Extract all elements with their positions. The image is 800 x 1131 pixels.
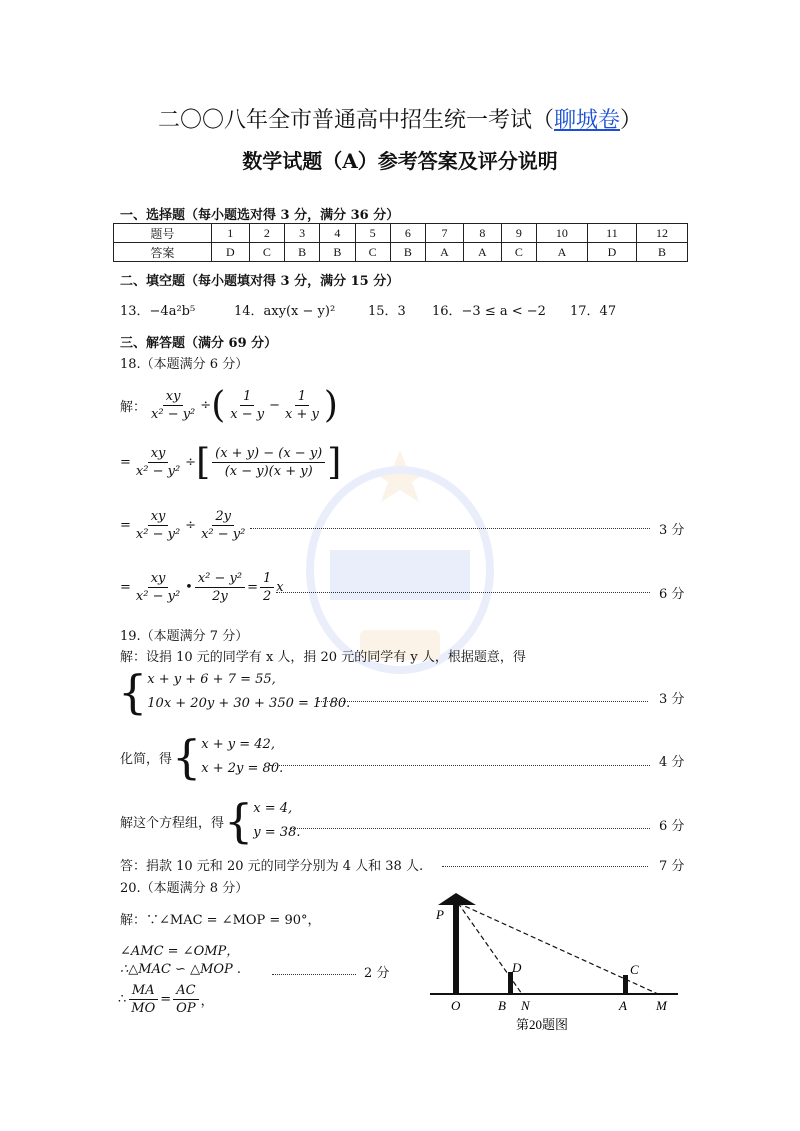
section-solve-heading: 三、解答题（满分 69 分） <box>120 336 278 351</box>
pole-ac <box>623 975 628 994</box>
label-P: P <box>436 907 444 922</box>
q20-line-1: 解：∵∠MAC = ∠MOP = 90°， <box>120 913 321 928</box>
answer-table <box>113 223 688 262</box>
label-D: D <box>512 960 522 975</box>
table-cell: 8 <box>463 224 501 243</box>
table-cell: 12 <box>637 224 688 243</box>
q20-ratio: ∴ $\frac{MA}{MO}$ = $\frac{AC}{OP}$ ， <box>118 983 214 1016</box>
section-choice-heading: 一、选择题（每小题选对得 3 分，满分 36 分） <box>120 208 400 223</box>
table-cell: A <box>463 243 501 262</box>
label-O: O <box>451 998 461 1013</box>
table-cell: 10 <box>537 224 588 243</box>
q20-line-3: ∴△MAC ∽ △MOP . <box>120 962 242 977</box>
page-title: 二〇〇八年全市普通高中招生统一考试（聊城卷） <box>157 108 643 133</box>
table-cell: 7 <box>426 224 464 243</box>
table-cell: D <box>211 243 249 262</box>
table-row <box>114 224 688 243</box>
q18-step-0: 解： $\frac{xy}{\text{x² − y²}}$ ÷ ( $\frac{1}{x - y}$ − $\frac{1}{x + y}$ ) <box>120 385 338 426</box>
label-A: A <box>619 998 627 1013</box>
q19-score-2: 4 分 <box>659 755 685 770</box>
table-cell: B <box>320 243 355 262</box>
table-cell: B <box>390 243 425 262</box>
q19-system-2: 化简，得 { x + y = 42, x + 2y = 80. <box>120 730 284 784</box>
table-cell: 4 <box>320 224 355 243</box>
q19-intro: 解：设捐 10 元的同学有 x 人，捐 20 元的同学有 y 人，根据题意，得 <box>120 650 526 665</box>
fill-answer-16: 16．−3 ≤ a < −2 <box>432 304 546 319</box>
table-cell: 11 <box>587 224 636 243</box>
table-cell: 3 <box>284 224 319 243</box>
figure-caption: 第20题图 <box>516 1017 569 1032</box>
q18-step-1: = $\frac{xy}{\text{x² − y²}}$ ÷ [ $\frac{(x + y) - (x - y)}{(x - y)(x + y)}$ ] <box>120 442 342 483</box>
q20-heading: 20.（本题满分 8 分） <box>120 881 249 896</box>
table-cell: 题号 <box>114 224 212 243</box>
dotted-leader <box>442 866 648 867</box>
table-cell: 5 <box>355 224 390 243</box>
q20-score-1: 2 分 <box>364 966 390 981</box>
table-cell: C <box>249 243 284 262</box>
fill-answer-15: 15．3 <box>368 304 406 319</box>
dotted-leader <box>272 974 356 975</box>
page-subtitle: 数学试题（A）参考答案及评分说明 <box>242 149 558 173</box>
q19-heading: 19.（本题满分 7 分） <box>120 629 249 644</box>
table-cell: B <box>637 243 688 262</box>
lamp-head <box>438 893 476 905</box>
q19-score-4: 7 分 <box>659 859 685 874</box>
q18-score-1: 3 分 <box>659 523 685 538</box>
q18-score-2: 6 分 <box>659 587 685 602</box>
q18-step-2: = $\frac{xy}{\text{x² − y²}}$ ÷ $\frac{2y}{\text{x² − y²}}$ <box>120 509 246 542</box>
table-cell: C <box>501 243 536 262</box>
q20-line-2: ∠AMC = ∠OMP， <box>120 944 240 959</box>
q19-system-1: { x + y + 6 + 7 = 55, 10x + 20y + 30 + 350 = 1180. <box>118 665 351 719</box>
dotted-leader <box>270 765 650 766</box>
table-cell: A <box>537 243 588 262</box>
table-row <box>114 243 688 262</box>
ray-pc <box>458 903 658 994</box>
table-cell: C <box>355 243 390 262</box>
table-cell: D <box>587 243 636 262</box>
table-cell: B <box>284 243 319 262</box>
dotted-leader <box>318 701 648 702</box>
fill-answer-13: 13．−4a²b⁵ <box>120 304 196 319</box>
title-link[interactable]: 聊城卷 <box>553 108 620 133</box>
label-B: B <box>498 998 506 1013</box>
label-M: M <box>656 998 667 1013</box>
q19-answer: 答：捐款 10 元和 20 元的同学分别为 4 人和 38 人. <box>120 859 424 874</box>
fill-answer-17: 17．47 <box>570 304 617 319</box>
q19-score-1: 3 分 <box>659 692 685 707</box>
table-cell: 1 <box>211 224 249 243</box>
fill-answer-14: 14．axy(x − y)² <box>234 304 336 319</box>
table-cell: 答案 <box>114 243 212 262</box>
q18-heading: 18.（本题满分 6 分） <box>120 357 249 372</box>
section-fill-heading: 二、填空题（每小题填对得 3 分，满分 15 分） <box>120 274 400 289</box>
q19-score-3: 6 分 <box>659 819 685 834</box>
table-cell: A <box>426 243 464 262</box>
q18-step-3: = $\frac{xy}{\text{x² − y²}}$ • $\frac{\text{x² − y²}}{2y}$ = $\frac{1}{2}$ x <box>120 571 284 604</box>
table-cell: 2 <box>249 224 284 243</box>
dotted-leader <box>250 528 650 529</box>
label-N: N <box>521 998 530 1013</box>
dotted-leader <box>290 828 650 829</box>
q19-system-3: 解这个方程组，得 { x = 4, y = 38. <box>120 794 301 848</box>
lamp-post <box>453 899 459 994</box>
figure-20 <box>420 885 690 1035</box>
table-cell: 6 <box>390 224 425 243</box>
dotted-leader <box>276 592 650 593</box>
table-cell: 9 <box>501 224 536 243</box>
label-C: C <box>630 962 639 977</box>
